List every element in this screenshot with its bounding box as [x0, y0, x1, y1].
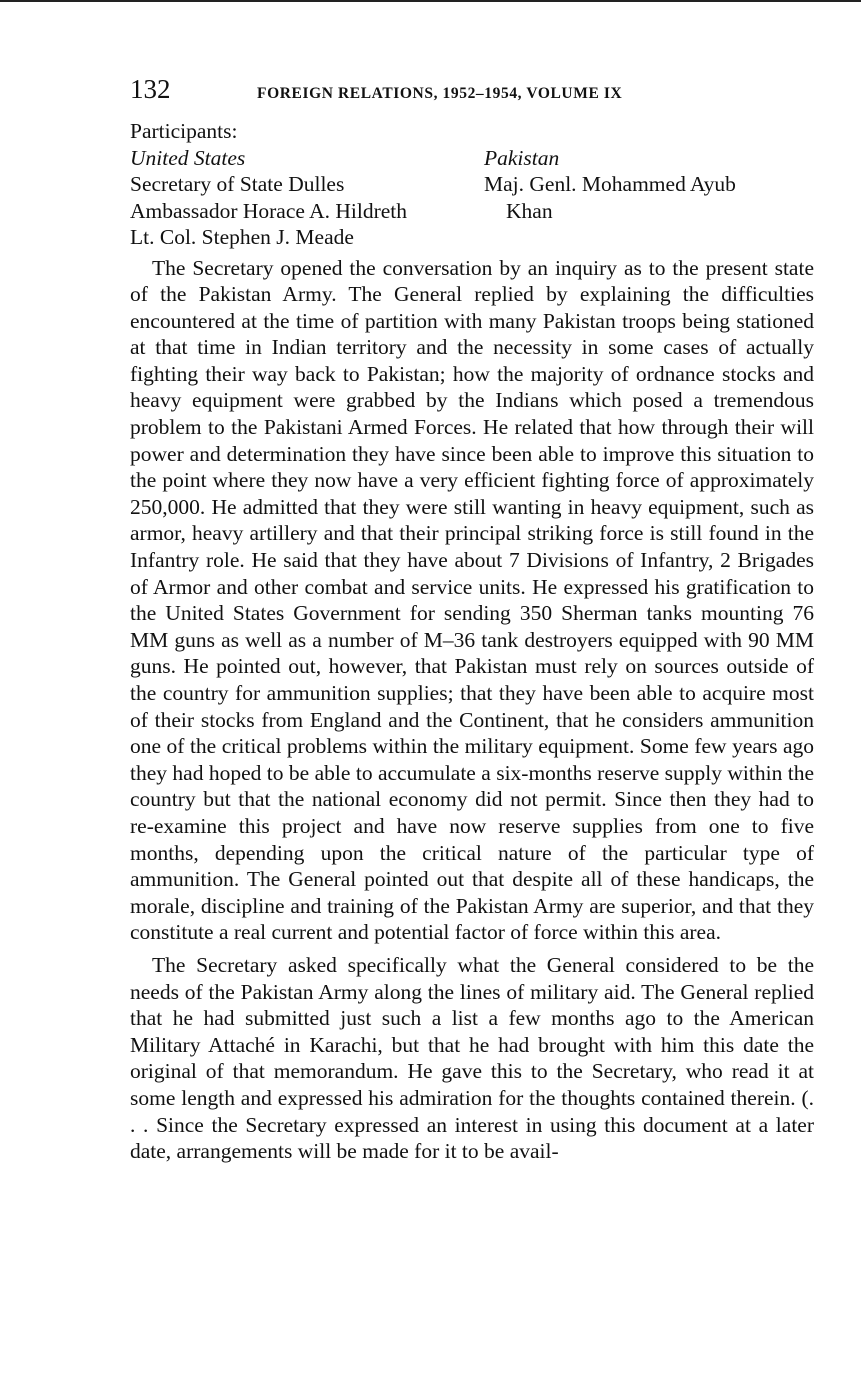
paragraph: The Secretary opened the conversation by an inquiry as to the present state of the Pakistan Army. The General replied by explaining the difficulties encountered at the time of partition with many Pakistan troops being stationed at that time in Indian territory and the necessity in some cases of actually fighting their way back to Pakistan; how the majority of ordnance stocks and heavy equipment were grabbed by the Indians which posed a tremendous problem to the Pakistani Armed Forces. He related that how through their will power and determination they have since been able to improve this situation to the point where they now have a very efficient fighting force of approximately 250,000. He admitted that they were still wanting in heavy equipment, such as armor, heavy artillery and that their principal striking force is still found in the Infantry role. He said that they have about 7 Divisions of Infantry, 2 Brigades of Armor and other combat and service units. He expressed his gratification to the United States Government for sending 350 Sherman tanks mounting 76 MM guns as well as a number of M–36 tank destroyers equipped with 90 MM guns. He pointed out, however, that Pakistan must rely on sources outside of the country for ammunition supplies; that they have been able to acquire most of their stocks from England and the Continent, that he considers ammunition one of the critical problems within the military equipment. Some few years ago they had hoped to be able to accumulate a six-months reserve supply within the country but that the national economy did not permit. Since then they had to re-examine this project and have now reserve supplies from one to five months, depending upon the critical nature of the particular type of ammunition. The General pointed out that despite all of these handicaps, the morale, discipline and training of the Pakistan Army are superior, and that they constitute a real current and potential factor of force within this area.: [130, 255, 814, 945]
participants-heading: Participants:: [130, 119, 238, 143]
pk-participant: Maj. Genl. Mohammed Ayub: [484, 172, 736, 196]
participants-row: [130, 224, 814, 251]
paragraph: The Secretary asked specifically what the General considered to be the needs of the Pakistan Army along the lines of military aid. The General replied that he had submitted just such a list a few months ago to the American Military Attaché in Karachi, but that he had brought with him this date the original of that memorandum. He gave this to the Secretary, who read it at some length and expressed his admiration for the thoughts contained therein. (. . . Since the Secretary expressed an interest in using this document at a later date, arrangements will be made for it to be avail-: [130, 952, 814, 1164]
participants-row: [130, 198, 814, 225]
running-head: [130, 70, 814, 110]
participants-block: [130, 118, 814, 251]
running-title: FOREIGN RELATIONS, 1952–1954, VOLUME IX: [257, 85, 623, 102]
document-page: [130, 70, 814, 1171]
us-participant: Lt. Col. Stephen J. Meade: [130, 225, 354, 249]
us-participant: Ambassador Horace A. Hildreth: [130, 198, 408, 223]
pk-participant-continued: Khan: [506, 198, 553, 223]
top-border: [0, 0, 861, 2]
participants-row: [130, 171, 814, 198]
page-number: 132: [130, 74, 171, 104]
pk-heading: Pakistan: [484, 145, 560, 170]
us-participant: Secretary of State Dulles: [130, 172, 345, 196]
body-text: [130, 255, 814, 1165]
us-heading: United States: [130, 145, 246, 170]
participants-row: [130, 145, 814, 172]
